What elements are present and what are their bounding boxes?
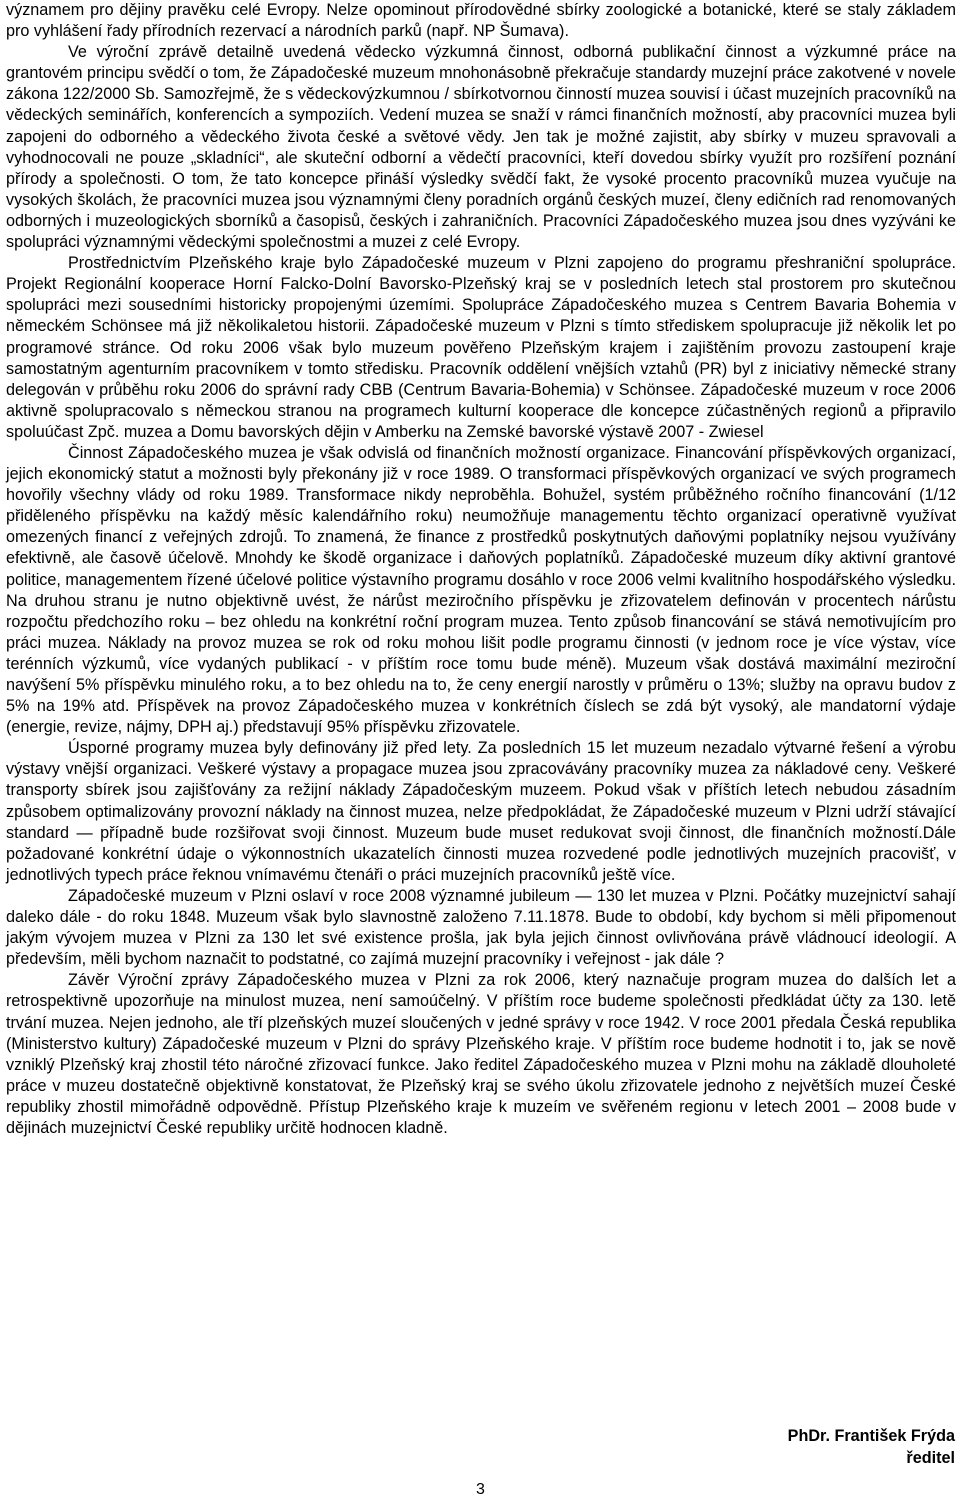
page-number: 3 (476, 1481, 485, 1498)
paragraph-anniversary: Západočeské muzeum v Plzni oslaví v roce 2008 významné jubileum — 130 let muzea v Plzni. Počátky muzejnictví sahají daleko dále - do roku 1848. Muzeum však bylo slavnostně založeno 7.11.1878. Bude to období, kdy bychom si měli připomenout jakým vývojem muzea v Plzni za 130 let své existence prošla, jak byla jejich činnost ovlivňována právě vládnoucí ideologií. A především, měli bychom naznačit to podstatné, co zajímá muzejní pracovníky i veřejnost - jak dále ? (6, 886, 956, 969)
signature-name: PhDr. František Frýda (787, 1427, 955, 1445)
signature-title: ředitel (906, 1449, 955, 1467)
paragraph-research-activity: Ve výroční zprávě detailně uvedená vědecko výzkumná činnost, odborná publikační činnost a výzkumné práce na grantovém principu svědčí o tom, že Západočeské muzeum mnohonásobně překračuje standardy muzejní práce zakotvené v novele zákona 122/2000 Sb. Samozřejmě, že s vědeckovýzkumnou / sbírkotvornou činností muzea souvisí i účast muzejních pracovníků na vědeckých seminářích, konferencích a sympoziích. Vedení muzea se snaží v rámci finančních možností, aby pracovníci muzea byli zapojeni do odborného a vědeckého života české a světové vědy. Jen tak je možné zajistit, aby sbírky v muzeu spravovali a vyhodnocovali ne pouze „skladníci“, ale skuteční odborní a vědečtí pracovníci, kteří dovedou sbírky využít pro rozšíření poznání přírody a společnosti. O tom, že tato koncepce přináší výsledky svědčí fakt, že vysoké procento pracovníků muzea vyučuje na vysokých školách, že pracovníci muzea jsou významnými členy poradních orgánů českých muzeí, členy edičních rad renomovaných odborných i muzeologických sborníků a časopisů, českých i zahraničních. Pracovníci Západočeského muzea jsou dnes vyzýváni ke spolupráci významnými vědeckými společnostmi a muzei z celé Evropy. (6, 43, 956, 252)
paragraph-museum-collections: významem pro dějiny pravěku celé Evropy. Nelze opominout přírodovědné sbírky zoologické a botanické, které se staly základem pro vyhlášení řady přírodních rezervací a národních parků (např. NP Šumava). (6, 1, 956, 41)
document-page (6, 0, 956, 1139)
signature-block (788, 1425, 955, 1469)
paragraph-cross-border-cooperation: Prostřednictvím Plzeňského kraje bylo Západočeské muzeum v Plzni zapojeno do programu přeshraniční spolupráce. Projekt Regionální kooperace Horní Falcko-Dolní Bavorsko-Plzeňský kraj se v posledních letech stal prostorem pro skutečnou spolupráci mezi sousedními historicky propojenými územími. Spolupráce Západočeského muzea s Centrem Bavaria Bohemia v německém Schönsee má již několikaletou historii. Západočeské muzeum v Plzni s tímto střediskem spolupracuje již několik let po programové stránce. Od roku 2006 však bylo muzeum pověřeno Plzeňským krajem i zajištěním provozu zastoupení kraje samostatným agenturním pracovníkem v tomto středisku. Pracovník oddělení vnějších vztahů (PR) byl z iniciativy německé strany delegován v průběhu roku 2006 do správní rady CBB (Centrum Bavaria-Bohemia) v Schönsee. Západočeské muzeum v roce 2006 aktivně spolupracovalo s německou stranou na programech kulturní kooperace dle koncepce zúčastněných regionů a připravilo spoluúčast Zpč. muzea a Domu bavorských dějin v Amberku na Zemské bavorské výstavě 2007 - Zwiesel (6, 254, 956, 441)
paragraph-conclusion: Závěr Výroční zprávy Západočeského muzea v Plzni za rok 2006, který naznačuje program muzea do dalších let a retrospektivně upozorňuje na minulost muzea, není samoúčelný. V příštím roce budeme společnosti předkládat účty za 130. letě trvání muzea. Nejen jednoho, ale tří plzeňských muzeí sloučených v jedné správy v roce 1942. V roce 2001 předala Česká republika (Ministerstvo kultury) Západočeské muzeum v Plzni do správy Plzeňského kraje. V příštím roce budeme hodnotit i to, jak se nově vzniklý Plzeňský kraj zhostil této náročné zřizovací funkce. Jako ředitel Západočeského muzea v Plzni mohu na základě dlouholeté práce v muzeu dostatečně objektivně konstatovat, že Plzeňský kraj se svého úkolu zřizovatele jednoho z největších muzeí České republiky zhostil mimořádně odpovědně. Přístup Plzeňského kraje k muzeím ve svěřeném regionu v letech 2001 – 2008 bude v dějinách muzejnictví České republiky určitě hodnocen kladně. (6, 971, 956, 1137)
paragraph-savings-programs: Úsporné programy muzea byly definovány již před lety. Za posledních 15 let muzeum nezadalo výtvarné řešení a výrobu výstavy vnější organizaci. Veškeré výstavy a propagace muzea jsou zpracovávány pracovníky muzea za nákladové ceny. Veškeré transporty sbírek jsou zajišťovány za režijní náklady Západočeským muzeem. Pokud však v příštích letech nebudou zásadním způsobem optimalizovány provozní náklady na činnost muzea, nelze předpokládat, že Západočeské muzeum v Plzni udrží stávající standard — případně bude rozšiřovat svoji činnost. Muzeum bude muset redukovat svoji činnost, dle finančních možností.Dále požadované konkrétní údaje o výkonnostních ukazatelích činnosti muzea rozvedené podle jednotlivých muzejních pracovišť, v jednotlivých typech práce řeknou vnímavému čtenáři o práci muzejních pracovníků ještě více. (6, 739, 956, 884)
paragraph-financing: Činnost Západočeského muzea je však odvislá od finančních možností organizace. Financování příspěvkových organizací, jejich ekonomický statut a možnosti byly překonány již v roce 1989. O transformaci příspěvkových organizací ve svých programech hovořily všechny vlády od roku 1989. Transformace nikdy neproběhla. Bohužel, systém průběžného ročního financování (1/12 přiděleného příspěvku na každý měsíc kalendářního roku) neumožňuje managementu těchto organizací operativně využívat omezených financí z veřejných zdrojů. To znamená, že finance z prostředků poskytnutých daňovými poplatníky nejsou využívány efektivně, ale časově účelově. Mnohdy ke škodě organizace i daňových poplatníků. Západočeské muzeum díky aktivní grantové politice, managementem řízené účelové politice výstavního programu dosáhlo v roce 2006 velmi kvalitního hospodářského výsledku. Na druhou stranu je nutno objektivně uvést, že nárůst meziročního příspěvku je zřizovatelem definován v procentech nárůstu rozpočtu předchozího roku – bez ohledu na konkrétní roční program muzea. Tento způsob financování se stává nemotivujícím pro práci muzea. Náklady na provoz muzea se rok od roku mohou lišit podle programu činnosti (v jednom roce je více výstav, více terénních výzkumů, více vydaných publikací - v příštím roce tomu bude méně). Muzeum však dostává maximální meziroční navýšení 5% příspěvku minulého roku, a to bez ohledu na to, že ceny energií narostly v průměru o 13%; služby na opravu budov z 5% na 19% atd. Příspěvek na provoz Západočeského muzea v konkrétních číslech se zdá být vysoký, ale mandatorní výdaje (energie, revize, nájmy, DPH aj.) představují 95% příspěvku zřizovatele. (6, 443, 956, 737)
